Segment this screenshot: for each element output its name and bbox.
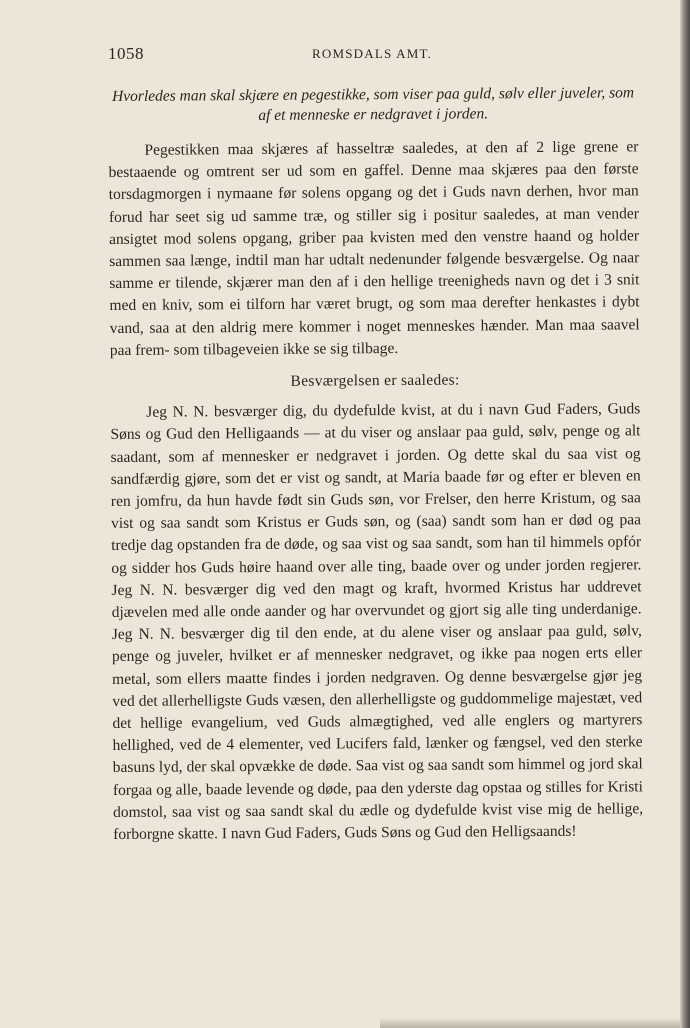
section-title: Hvorledes man skal skjære en pegestikke, som viser paa guld, sølv eller juveler, som af et menneske er nedgravet i jorden. <box>112 84 635 124</box>
page-header <box>108 44 642 68</box>
paragraph-incantation: Jeg N. N. besværger dig, du dydefulde kvist, at du i navn Gud Faders, Guds Søns og Gud den Helligaands — at du viser og anslaar paa guld, sølv, penge og alt saadant, som af mennesker er nedgravet i jorden. Og dette skal du saa vist og sandfærdig gjøre, som det er vist og sandt, at Maria baade før og efter er bleven en ren jomfru, da hun havde født sin Guds søn, vor Frelser, den herre Kristum, og saa vist og saa sandt som Kristus er Guds søn, og (saa) sandt som han er død og paa tredje dag opstanden fra de døde, og saa vist og saa sandt, som han til himmels opfór og sidder hos Guds høire haand over alle ting, baade over og under jorden regjerer. Jeg N. N. besværger dig ved den magt og kraft, hvormed Kristus har uddrevet djævelen med alle onde aander og har overvundet og gjort sig alle ting underdanige. Jeg N. N. besværger dig til den ende, at du alene viser og anslaar paa guld, sølv, penge og juveler, hvilket er af mennesker nedgravet, og ikke paa nogen erts eller metal, som ellers maatte findes i jorden nedgraven. Og denne besværgelse gjør jeg ved det allerhelligste Guds væsen, den allerhelligste og guddommelige majestæt, ved det hellige evangelium, ved Guds almægtighed, ved alle englers og martyrers hellighed, ved de 4 elementer, ved Lucifers fald, lænker og fængsel, ved den sterke basuns lyd, der skal opvække de døde. Saa vist og saa sandt som himmel og jord skal forgaa og alle, baade levende og døde, paa den yderste dag opstaa og stilles for Kristi domstol, saa vist og saa sandt skal du ædle og dydefulde kvist vise mig de hellige, forborgne skatte. I navn Gud Faders, Guds Søns og Gud den Helligsaands! <box>110 400 644 844</box>
page-number: 1058 <box>108 44 144 63</box>
text-block <box>108 83 643 846</box>
page-shadow <box>380 1018 680 1028</box>
page-edge <box>680 0 690 1028</box>
running-title: ROMSDALS AMT. <box>312 46 433 61</box>
paragraph-instructions: Pegestikken maa skjæres af hasseltræ saaledes, at den af 2 lige grene er bestaaende og omtrent ser ud som en gaffel. Denne maa skjæres paa den første torsdagmorgen i nymaane før solens opgang og det i Guds navn derhen, hvor man forud har seet sig ud samme træ, og stiller sig i positur saaledes, at man vender ansigtet mod solens opgang, griber paa kvisten med den venstre haand og holder sammen saa længe, indtil man har udtalt nedenunder følgende besværgelse. Og naar samme er tilende, skjærer man den af i den hellige treenigheds navn og det i 3 snit med en kniv, som ei tilforn har været brugt, og som maa derefter henkastes i dybt vand, saa at den aldrig mere kommer i noget menneskes hænder. Man maa saavel paa frem- som tilbageveien ikke se sig tilbage. <box>108 138 640 359</box>
incantation-heading: Besværgelsen er saaledes: <box>290 371 460 390</box>
